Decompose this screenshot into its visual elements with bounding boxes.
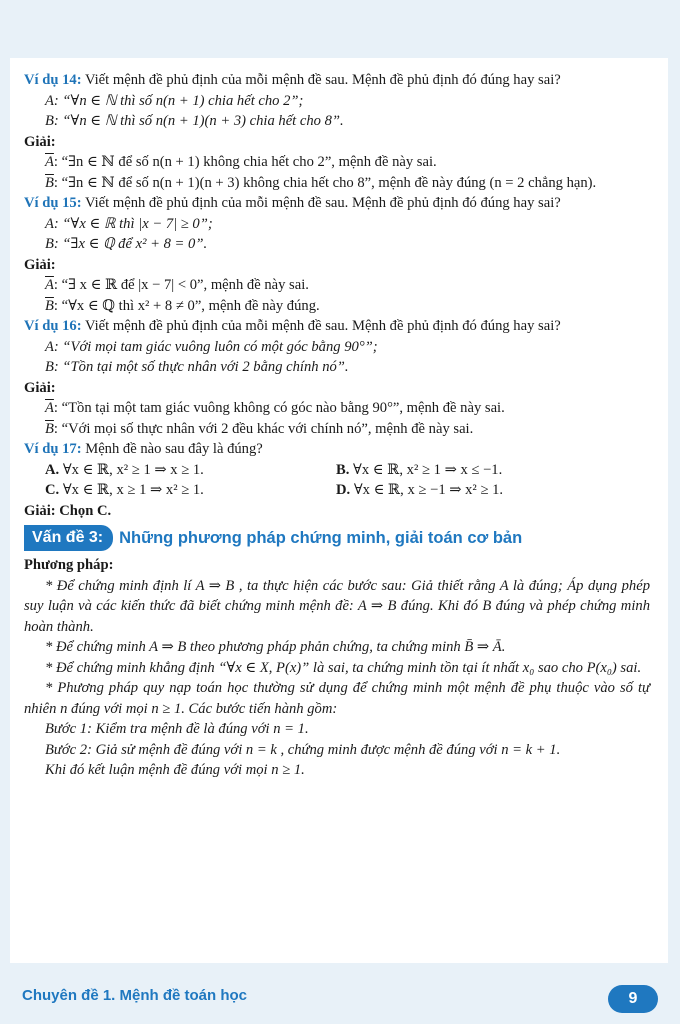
example-14-statement-b: B: “∀n ∈ ℕ thì số n(n + 1)(n + 3) chia hết cho 8”.	[45, 113, 344, 129]
induction-step-2: Bước 2: Giả sử mệnh đề đúng với n = k , chứng minh được mệnh đề đúng với n = k + 1.	[45, 741, 561, 758]
example-14-solution-label: Giải:	[24, 133, 56, 150]
example-15-label: Ví dụ 15:	[24, 195, 82, 211]
example-14-question	[24, 70, 650, 91]
example-17-text: Mệnh đề nào sau đây là đúng?	[81, 441, 263, 457]
example-15-solution-b: $\overline{B}$: “∀x ∈ ℚ thì x² + 8 ≠ 0”, mệnh đề này đúng.	[45, 297, 320, 314]
example-17-question	[24, 439, 650, 460]
method-label: Phương pháp:	[24, 557, 114, 573]
example-16-solution-b: $\overline{B}$: “Với mọi số thực nhân với 2 đều khác với chính nó”, mệnh đề này sai.	[45, 420, 474, 437]
example-16-solution-label: Giải:	[24, 379, 56, 396]
option-a: A. ∀x ∈ ℝ, x² ≥ 1 ⇒ x ≥ 1.	[45, 461, 204, 478]
example-15-statement-a: A: “∀x ∈ ℝ thì |x − 7| ≥ 0”;	[45, 215, 213, 232]
example-17-options-row-2	[24, 480, 650, 501]
option-b: B. ∀x ∈ ℝ, x² ≥ 1 ⇒ x ≤ −1.	[336, 461, 503, 478]
example-16-text: Viết mệnh đề phủ định của mỗi mệnh đề sau. Mệnh đề phủ định đó đúng hay sai?	[81, 318, 561, 334]
method-paragraph-4: * Phương pháp quy nạp toán học thường sử dụng để chứng minh một mệnh đề phụ thuộc vào số tự nhiên n đúng với mọi n ≥ 1. Các bước tiến hành gồm:	[24, 680, 650, 717]
example-15-text: Viết mệnh đề phủ định của mỗi mệnh đề sau. Mệnh đề phủ định đó đúng hay sai?	[81, 195, 561, 211]
example-14-text: Viết mệnh đề phủ định của mỗi mệnh đề sau. Mệnh đề phủ định đó đúng hay sai?	[81, 72, 561, 88]
page-number: 9	[608, 985, 658, 1013]
example-15-statement-b: B: “∃x ∈ ℚ để x² + 8 = 0”.	[45, 236, 208, 252]
footer-chapter-title: Chuyên đề 1. Mệnh đề toán học	[22, 987, 248, 1004]
example-14-statement-a: A: “∀n ∈ ℕ thì số n(n + 1) chia hết cho 2”;	[45, 92, 304, 109]
option-d: D. ∀x ∈ ℝ, x ≥ −1 ⇒ x² ≥ 1.	[336, 482, 504, 498]
example-17-options-row-1	[24, 460, 650, 481]
example-15-solution-label: Giải:	[24, 256, 56, 273]
example-16-statement-a: A: “Với mọi tam giác vuông luôn có một góc bằng 90°”;	[45, 338, 378, 355]
example-16-question	[24, 316, 650, 337]
example-16-statement-b: B: “Tồn tại một số thực nhân với 2 bằng chính nó”.	[45, 359, 349, 375]
method-paragraph-2: * Để chứng minh A ⇒ B theo phương pháp phản chứng, ta chứng minh B̄ ⇒ Ā.	[45, 639, 506, 655]
section-title: Những phương pháp chứng minh, giải toán cơ bản	[119, 528, 523, 547]
example-14-label: Ví dụ 14:	[24, 72, 82, 88]
induction-step-1: Bước 1: Kiểm tra mệnh đề là đúng với n = 1.	[45, 721, 309, 737]
example-16-solution-a: $\overline{A}$: “Tồn tại một tam giác vuông không có góc nào bằng 90°”, mệnh đề này sai.	[45, 400, 505, 416]
section-banner	[24, 525, 650, 551]
method-paragraph-3: * Để chứng minh khẳng định “∀x ∈ X, P(x)” là sai, ta chứng minh tồn tại ít nhất x₀ sao cho P(x₀) sai.	[45, 659, 642, 676]
example-14-solution-b: $\overline{B}$: “∃n ∈ ℕ để số n(n + 1)(n + 3) không chia hết cho 8”, mệnh đề này đúng (n = 2 chẳng hạn).	[45, 174, 597, 191]
negation-a-symbol: $\overline{A}$	[45, 154, 54, 170]
negation-b-symbol: $\overline{B}$	[45, 174, 54, 191]
option-c: C. ∀x ∈ ℝ, x ≥ 1 ⇒ x² ≥ 1.	[45, 482, 204, 498]
method-paragraph-1: * Để chứng minh định lí A ⇒ B , ta thực hiện các bước sau: Giả thiết rằng A là đúng; Áp dụng phép suy luận và các kiến thức đã biết chứng minh mệnh đề: A ⇒ B đúng. Khi đó B đúng và phép chứng minh hoàn thành.	[24, 577, 650, 635]
document-body	[24, 70, 650, 781]
example-17-label: Ví dụ 17:	[24, 441, 82, 457]
example-15-question	[24, 193, 650, 214]
example-16-label: Ví dụ 16:	[24, 318, 82, 334]
induction-conclusion: Khi đó kết luận mệnh đề đúng với mọi n ≥ 1.	[45, 762, 305, 778]
section-tag: Vấn đề 3:	[24, 525, 113, 551]
example-17-solution: Giải: Chọn C.	[24, 502, 112, 519]
example-15-solution-a: $\overline{A}$: “∃ x ∈ ℝ để |x − 7| < 0”, mệnh đề này sai.	[45, 277, 309, 293]
example-14-solution-a: $\overline{A}$: “∃n ∈ ℕ để số n(n + 1) không chia hết cho 2”, mệnh đề này sai.	[45, 154, 437, 170]
